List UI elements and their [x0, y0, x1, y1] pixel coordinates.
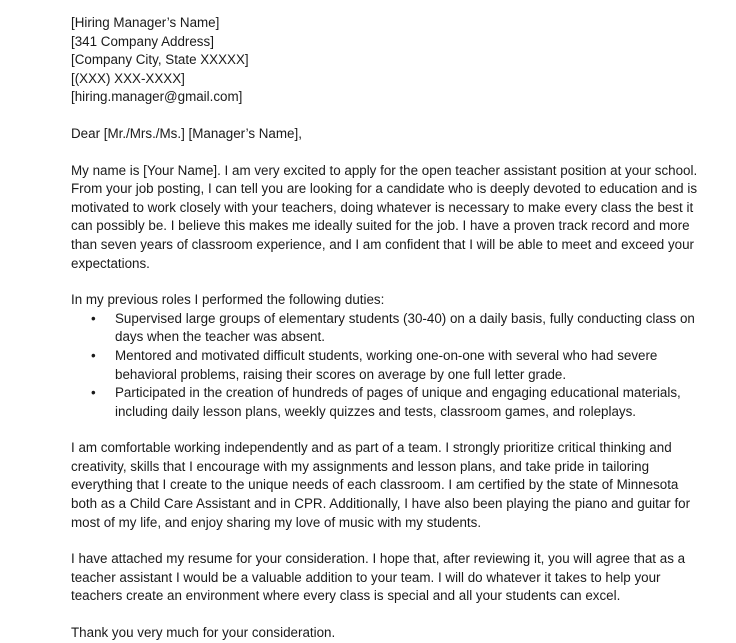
intro-paragraph: My name is [Your Name]. I am very excited to apply for the open teacher assistant position at your school. From your job posting, I can tell you are looking for a candidate who is deeply devoted to education and is motivated to work closely with your teachers, doing whatever is necessary to make every class the best it can possibly be. I believe this makes me ideally suited for the job. I have a proven track record and more than seven years of classroom experience, and I am confident that I will be able to meet and exceed your expectations. — [71, 162, 698, 271]
recipient-street: [341 Company Address] — [71, 33, 214, 49]
salutation: Dear [Mr./Mrs./Ms.] [Manager’s Name], — [71, 125, 302, 141]
recipient-phone: [(XXX) XXX-XXXX] — [71, 70, 185, 86]
bullet-icon: • — [91, 347, 96, 363]
bullet-icon: • — [91, 385, 96, 401]
duty-text: Supervised large groups of elementary students (30-40) on a daily basis, fully conducting class on days when the teacher was absent. — [115, 310, 695, 345]
bullet-icon: • — [91, 310, 96, 326]
duties-list — [71, 310, 701, 422]
duty-text: Mentored and motivated difficult students, working one-on-one with several who had severe behavioral problems, raising their scores on average by one full letter grade. — [115, 347, 658, 382]
recipient-email: [hiring.manager@gmail.com] — [71, 89, 243, 105]
recipient-city-state: [Company City, State XXXXX] — [71, 52, 249, 68]
list-item — [71, 310, 701, 347]
skills-paragraph: I am comfortable working independently and as part of a team. I strongly prioritize critical thinking and creativity, skills that I encourage with my assignments and lesson plans, and take pride in tailoring everything that I create to the unique needs of each classroom. I am certified by the state of Minnesota both as a Child Care Assistant and in CPR. Additionally, I have also been playing the piano and guitar for most of my life, and enjoy sharing my love of music with my students. — [71, 440, 691, 530]
recipient-name: [Hiring Manager’s Name] — [71, 15, 220, 30]
closing-line: Thank you very much for your consideration. — [71, 625, 336, 641]
recipient-address — [71, 14, 701, 107]
duties-intro: In my previous roles I performed the following duties: — [71, 292, 385, 308]
duty-text: Participated in the creation of hundreds of pages of unique and engaging educational materials, including daily lesson plans, weekly quizzes and tests, classroom games, and roleplays. — [115, 385, 681, 419]
cover-letter — [71, 14, 701, 643]
resume-paragraph: I have attached my resume for your consideration. I hope that, after reviewing it, you will agree that as a teacher assistant I would be a valuable addition to your team. I will do whatever it takes to help your teachers create an environment where every class is special and all your students can excel. — [71, 551, 686, 604]
list-item — [71, 384, 701, 421]
list-item — [71, 347, 701, 384]
